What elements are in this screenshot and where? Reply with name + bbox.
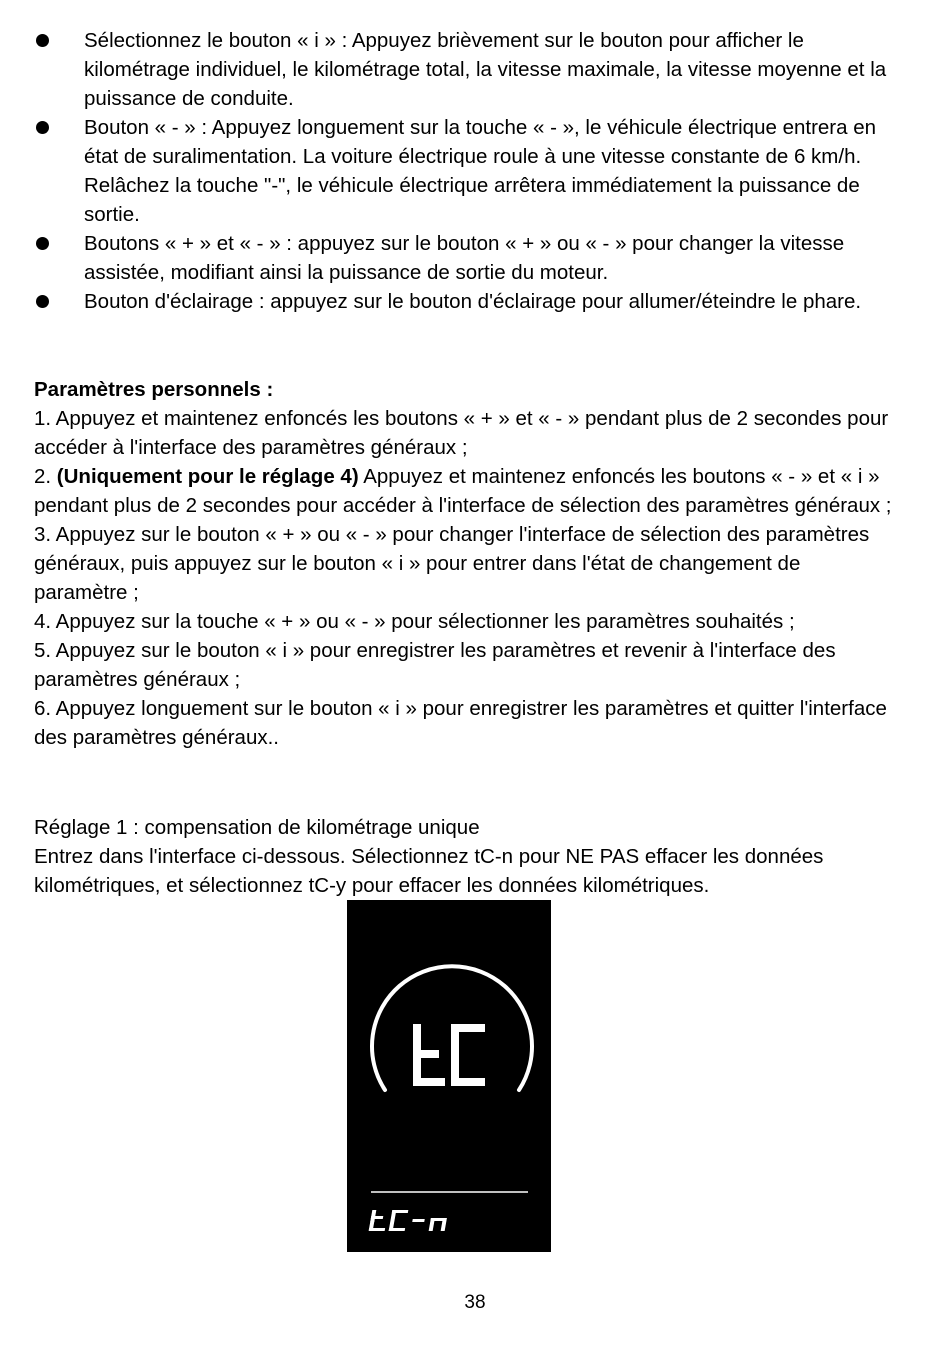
- settings-step-6: 6. Appuyez longuement sur le bouton « i » pour enregistrer les paramètres et quitter l'interface des paramètres généraux..: [34, 697, 887, 749]
- bullet-text-info-button: Sélectionnez le bouton « i » : Appuyez brièvement sur le bouton pour afficher le kilométrage individuel, le kilométrage total, la vitesse maximale, la vitesse moyenne et la puissance de conduite.: [84, 29, 887, 110]
- settings-step-4: 4. Appuyez sur la touche « + » ou « - » pour sélectionner les paramètres souhaités ;: [34, 610, 795, 633]
- list-item: [34, 229, 894, 287]
- step-2-note: (Uniquement pour le réglage 4): [56, 465, 359, 488]
- option-code-glyphs: [369, 1210, 449, 1231]
- bullet-text-minus-button: Bouton « - » : Appuyez longuement sur la touche « - », le véhicule électrique entrera en état de suralimentation. La voiture électrique roule à une vitesse constante de 6 km/h. Relâchez la touche "-", le véhicule électrique arrêtera immédiatement la puissance de sortie.: [84, 116, 877, 226]
- settings-step-1: 1. Appuyez et maintenez enfoncés les boutons « + » et « - » pendant plus de 2 secondes pour accéder à l'interface des paramètres généraux ;: [34, 407, 889, 459]
- settings-step-2: [34, 462, 894, 520]
- reglage-1-text: Entrez dans l'interface ci-dessous. Sélectionnez tC-n pour NE PAS effacer les données kilométriques, et sélectionnez tC-y pour effacer les données kilométriques.: [34, 845, 824, 897]
- lcd-display-image: [347, 900, 551, 1252]
- step-2-number: 2.: [34, 465, 57, 488]
- settings-step-5: 5. Appuyez sur le bouton « i » pour enregistrer les paramètres et revenir à l'interface des paramètres généraux ;: [34, 639, 836, 691]
- main-code-t-glyph: [413, 1024, 445, 1086]
- button-instructions-list: [34, 26, 894, 316]
- bullet-icon: [36, 237, 49, 250]
- bullet-text-light-button: Bouton d'éclairage : appuyez sur le bouton d'éclairage pour allumer/éteindre le phare.: [84, 290, 862, 313]
- reglage-1-title: Réglage 1 : compensation de kilométrage unique: [34, 816, 480, 839]
- bullet-text-plus-minus-buttons: Boutons « + » et « - » : appuyez sur le bouton « + » ou « - » pour changer la vitesse assistée, modifiant ainsi la puissance de sortie du moteur.: [84, 232, 845, 284]
- personal-settings-section: [34, 375, 894, 752]
- list-item: [34, 26, 894, 113]
- main-code-c-glyph: [451, 1024, 485, 1086]
- list-item: [34, 287, 894, 316]
- step-2-text: Appuyez et maintenez enfoncés les boutons « - » et « i » pendant plus de 2 secondes pour accéder à l'interface de sélection des paramètres généraux ;: [34, 465, 892, 517]
- settings-step-3: 3. Appuyez sur le bouton « + » ou « - » pour changer l'interface de sélection des paramètres généraux, puis appuyez sur le bouton « i » pour entrer dans l'état de changement de paramètre ;: [34, 523, 870, 604]
- bullet-icon: [36, 121, 49, 134]
- bullet-icon: [36, 295, 49, 308]
- bullet-icon: [36, 34, 49, 47]
- list-item: [34, 113, 894, 229]
- page-number: 38: [464, 1292, 486, 1313]
- section-heading: Paramètres personnels :: [34, 378, 274, 401]
- lcd-display-graphic: [347, 900, 551, 1252]
- reglage-1-section: [34, 813, 894, 900]
